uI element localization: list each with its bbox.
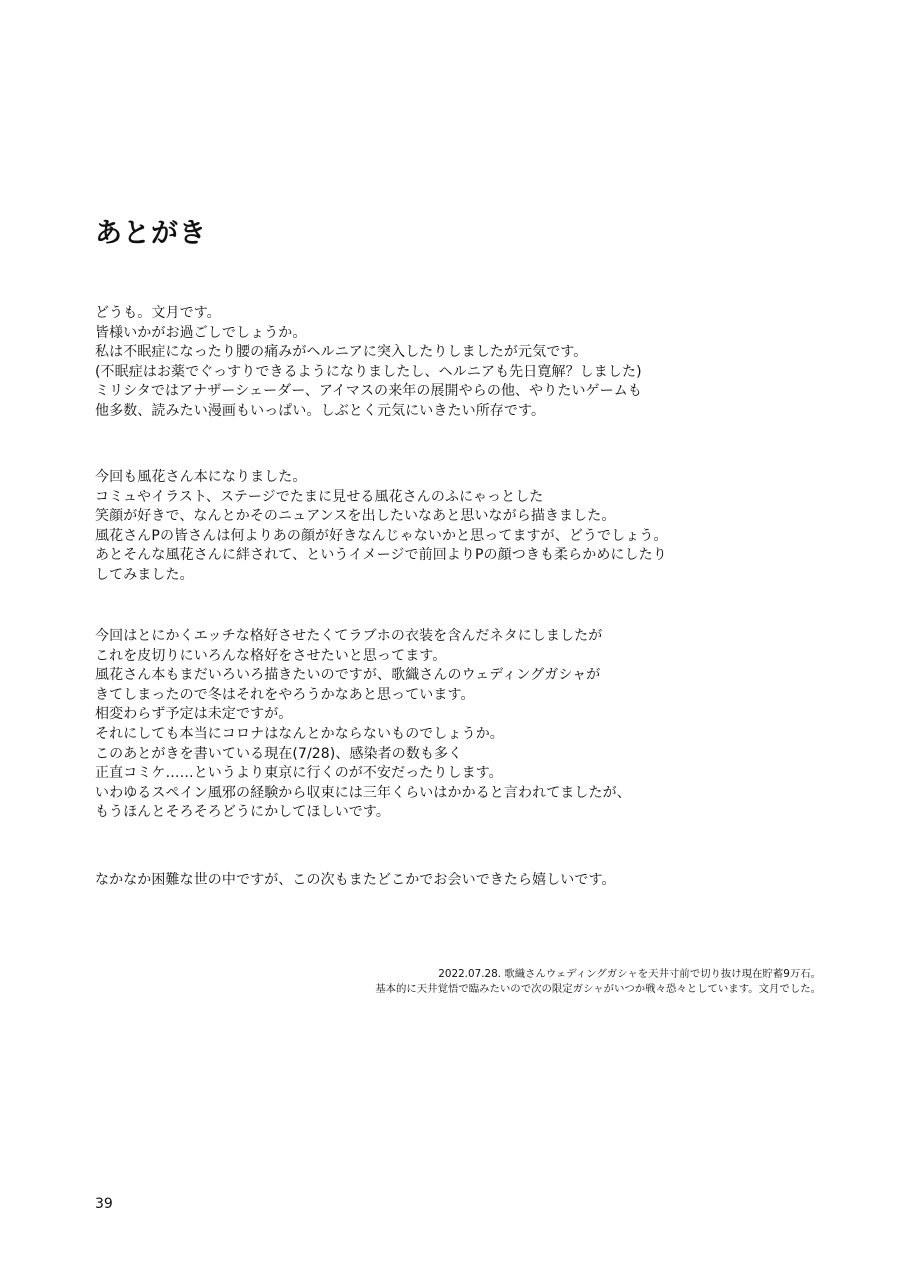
- paragraph-greeting: [95, 304, 642, 422]
- text-line: 笑顔が好きで、なんとかそのニュアンスを出したいなあと思いながら描きました。: [95, 508, 616, 525]
- text-line: どうも。文月です。: [95, 305, 221, 321]
- text-line: あとそんな風花さんに絆されて、というイメージで前回よりPの顔つきも柔らかめにしたり: [95, 547, 667, 564]
- paragraph-plans: [95, 627, 631, 823]
- text-line: 今回も風花さん本になりました。: [95, 469, 307, 485]
- text-line: これを皮切りにいろんな格好をさせたいと思ってます。: [95, 647, 447, 664]
- paragraph-fuka-book: [95, 468, 668, 586]
- text-line: (不眠症はお薬でぐっすりできるようになりましたし、ヘルニアも先日寛解？しました): [95, 363, 642, 380]
- text-line: 私は不眠症になったり腰の痛みがヘルニアに突入したりしましたが元気です。: [95, 344, 588, 361]
- text-line: してみました。: [95, 566, 194, 583]
- text-line: きてしまったので冬はそれをやろうかなあと思っています。: [95, 686, 475, 703]
- text-line: もうほんとそろそろどうにかしてほしいです。: [95, 804, 390, 821]
- paragraph-closing: [95, 871, 616, 891]
- text-line: いわゆるスペイン風邪の経験から収束には三年くらいはかかると言われてましたが、: [95, 784, 631, 801]
- page-title: あとがき: [95, 218, 207, 249]
- text-line: 正直コミケ……というより東京に行くのが不安だったりします。: [95, 765, 503, 782]
- text-line: それにしても本当にコロナはなんとかならないものでしょうか。: [95, 725, 504, 742]
- text-line: 相変わらず予定は未定ですが。: [95, 706, 293, 723]
- note-line: 基本的に天井覚悟で臨みたいので次の限定ガシャがいつか戦々恐々としています。文月でした。: [375, 983, 821, 995]
- text-line: 風花さんPの皆さんは何よりあの顔が好きなんじゃないかと思ってますが、どうでしょう。: [95, 527, 668, 544]
- text-line: このあとがきを書いている現在(7/28)、感染者の数も多く: [95, 745, 463, 762]
- page-number: 39: [95, 1196, 113, 1212]
- text-line: 風花さん本もまだいろいろ描きたいのですが、歌織さんのウェディングガシャが: [95, 667, 601, 684]
- text-line: 他多数、読みたい漫画もいっぱい。しぶとく元気にいきたい所存です。: [95, 402, 546, 419]
- dated-note: [375, 967, 821, 997]
- text-line: ミリシタではアナザーシェーダー、アイマスの来年の展開やらの他、やりたいゲームも: [95, 383, 642, 400]
- note-line: 2022.07.28. 歌織さんウェディングガシャを天井寸前で切り抜け現在貯蓄9万石。: [438, 968, 821, 980]
- text-line: 今回はとにかくエッチな格好させたくてラブホの衣装を含んだネタにしましたが: [95, 628, 603, 644]
- text-line: 皆様いかがお過ごしでしょうか。: [95, 324, 307, 341]
- text-line: コミュやイラスト、ステージでたまに見せる風花さんのふにゃっとした: [95, 488, 544, 505]
- text-line: なかなか困難な世の中ですが、この次もまたどこかでお会いできたら嬉しいです。: [95, 872, 616, 888]
